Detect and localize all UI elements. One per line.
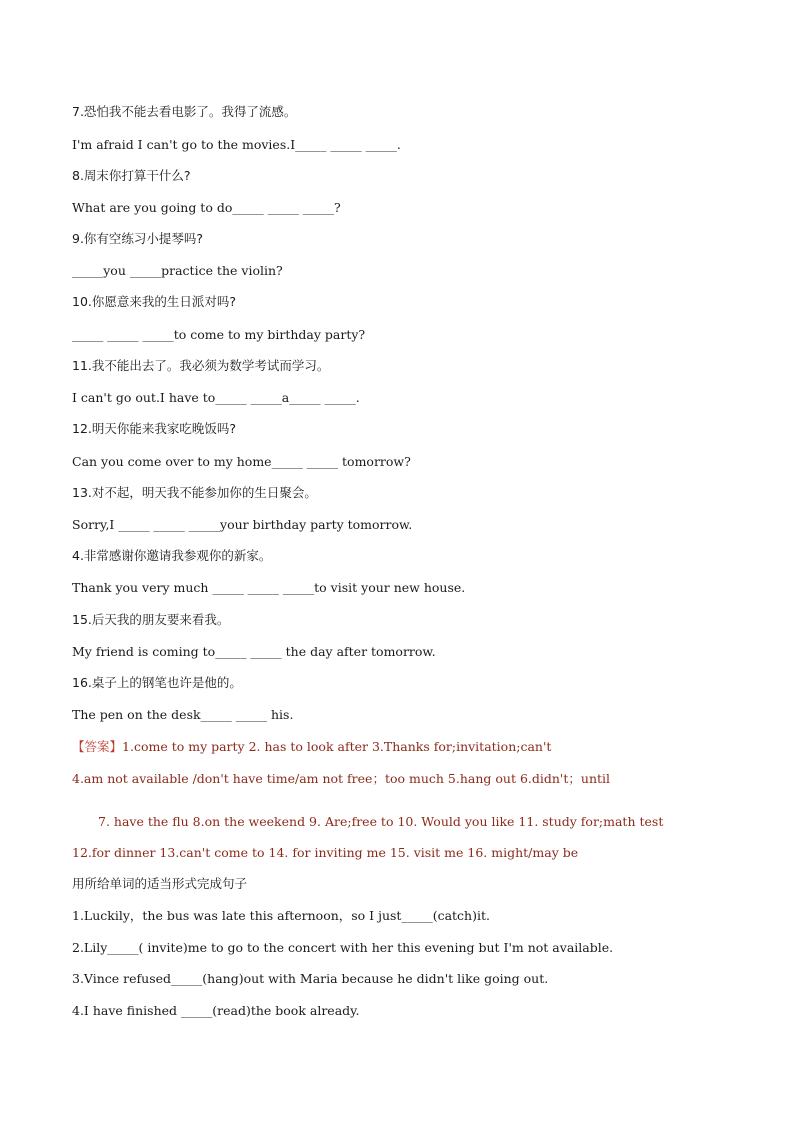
section-2-item-4: 4.I have finished _____(read)the book already.	[72, 1003, 360, 1018]
answer-text-1: 1.come to my party 2. has to look after 3.Thanks for;invitation;can't	[122, 739, 552, 754]
question-9-chinese: 9.你有空练习小提琴吗?	[72, 231, 204, 246]
answer-line-1	[72, 739, 551, 755]
question-9-english: _____you _____practice the violin?	[72, 263, 283, 278]
question-14-english: Thank you very much _____ _____ _____to visit your new house.	[72, 580, 466, 595]
question-15-english: My friend is coming to_____ _____ the day after tomorrow.	[72, 644, 436, 659]
question-14-chinese: 4.非常感谢你邀请我参观你的新家。	[72, 548, 272, 563]
question-8-chinese: 8.周末你打算干什么?	[72, 168, 191, 183]
question-11-english: I can't go out.I have to_____ _____a_____ _____.	[72, 390, 360, 405]
answer-line-4: 12.for dinner 13.can't come to 14. for inviting me 15. visit me 16. might/may be	[72, 845, 579, 860]
question-16-english: The pen on the desk_____ _____ his.	[72, 707, 294, 722]
question-11-chinese: 11.我不能出去了。我必须为数学考试而学习。	[72, 358, 330, 373]
question-16-chinese: 16.桌子上的钢笔也许是他的。	[72, 675, 242, 690]
answer-line-3: 7. have the flu 8.on the weekend 9. Are;free to 10. Would you like 11. study for;math test	[98, 814, 664, 829]
answer-line-2: 4.am not available /don't have time/am not free；too much 5.hang out 6.didn't；until	[72, 771, 611, 786]
question-15-chinese: 15.后天我的朋友要来看我。	[72, 612, 230, 627]
question-10-chinese: 10.你愿意来我的生日派对吗?	[72, 294, 237, 309]
question-12-english: Can you come over to my home_____ _____ tomorrow?	[72, 454, 411, 469]
question-13-english: Sorry,I _____ _____ _____your birthday party tomorrow.	[72, 517, 413, 532]
section-2-item-3: 3.Vince refused_____(hang)out with Maria because he didn't like going out.	[72, 971, 549, 986]
question-13-chinese: 13.对不起，明天我不能参加你的生日聚会。	[72, 485, 317, 500]
question-7-english: I'm afraid I can't go to the movies.I_____ _____ _____.	[72, 137, 401, 152]
section-2-item-1: 1.Luckily，the bus was late this afternoon，so I just_____(catch)it.	[72, 908, 490, 923]
question-12-chinese: 12.明天你能来我家吃晚饭吗?	[72, 421, 237, 436]
question-8-english: What are you going to do_____ _____ _____?	[72, 200, 341, 215]
section-2-item-2: 2.Lily_____( invite)me to go to the concert with her this evening but I'm not available.	[72, 940, 614, 955]
answer-label: 【答案】	[72, 739, 123, 754]
question-7-chinese: 7.恐怕我不能去看电影了。我得了流感。	[72, 104, 297, 119]
section-2-title: 用所给单词的适当形式完成句子	[72, 876, 248, 891]
question-10-english: _____ _____ _____to come to my birthday party?	[72, 327, 366, 342]
